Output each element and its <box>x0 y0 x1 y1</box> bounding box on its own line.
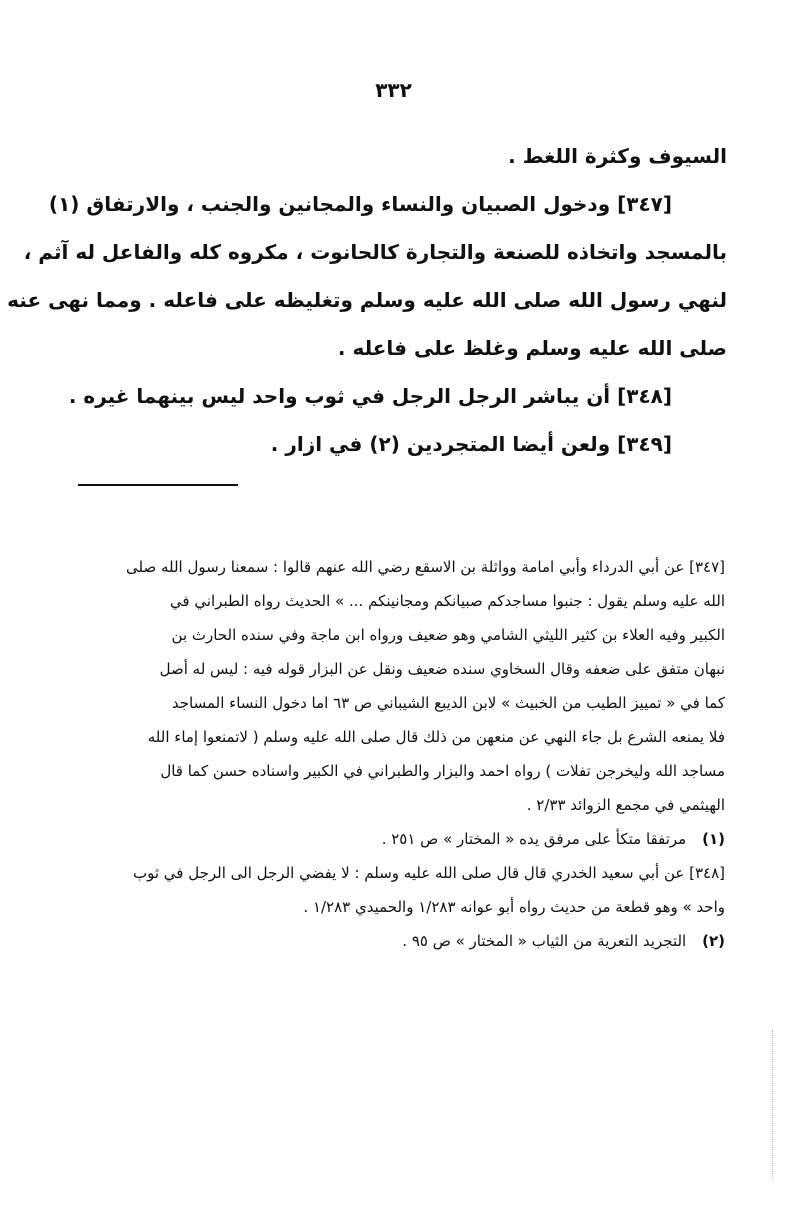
main-line: بالمسجد واتخاذه للصنعة والتجارة كالحانوت ، مكروه كله والفاعل له آثم ، <box>23 240 727 264</box>
note-347-line: فلا يمنعه الشرع بل جاء النهي عن منعهن من ذلك قال صلى الله عليه وسلم ( لاتمنعوا إماء الله <box>147 728 725 746</box>
footnote-2-text: التجريد التعرية من الثياب « المختار » ص ٩٥ . <box>402 932 687 950</box>
main-line: [٣٤٧] ودخول الصبيان والنساء والمجانين والجنب ، والارتفاق (١) <box>48 192 672 216</box>
footnote-2 <box>57 924 725 958</box>
note-347-line: مساجد الله وليخرجن تفلات ) رواه احمد والبزار والطبراني في الكبير واسناده حسن كما قال <box>160 762 725 780</box>
note-347-line: كما في « تمييز الطيب من الخبيث » لابن الديبع الشيباني ص ٦٣ اما دخول النساء المساجد <box>171 694 725 712</box>
page-number: ٣٣٢ <box>375 78 412 102</box>
note-348-line: واحد » وهو قطعة من حديث رواه أبو عوانه ١/٢٨٣ والحميدي ١/٢٨٣ . <box>303 898 725 916</box>
footnote-separator <box>78 484 238 486</box>
main-line: [٣٤٨] أن يباشر الرجل الرجل في ثوب واحد ليس بينهما غيره . <box>68 384 672 408</box>
note-347-line: الهيثمي في مجمع الزوائد ٢/٣٣ . <box>526 796 725 814</box>
note-347-line: الكبير وفيه العلاء بن كثير الليثي الشامي وهو ضعيف ورواه ابن ماجة وفي سنده الحارث بن <box>171 626 725 644</box>
note-347-line: [٣٤٧] عن أبي الدرداء وأبي امامة وواثلة بن الاسقع رضي الله عنهم قالوا : سمعنا رسول الله صلى <box>125 558 725 576</box>
main-line: السيوف وكثرة اللغط . <box>508 144 727 168</box>
scan-edge-mark <box>772 1030 773 1180</box>
footnote-2-number: (٢) <box>702 932 725 950</box>
main-line: [٣٤٩] ولعن أيضا المتجردين (٢) في ازار . <box>270 432 672 456</box>
note-347-line: الله عليه وسلم يقول : جنبوا مساجدكم صبيانكم ومجانينكم ... » الحديث رواه الطبراني في <box>169 592 725 610</box>
footnote-1 <box>57 822 725 856</box>
note-347-line: نبهان متفق على ضعفه وقال السخاوي سنده ضعيف ونقل عن البزار قوله فيه : ليس له أصل <box>159 660 725 678</box>
footnotes <box>57 550 725 958</box>
note-348-line: [٣٤٨] عن أبي سعيد الخدري قال قال صلى الله عليه وسلم : لا يفضي الرجل الى الرجل في ثوب <box>132 864 725 882</box>
footnote-1-number: (١) <box>702 830 725 848</box>
main-text <box>7 132 727 468</box>
main-line: لنهي رسول الله صلى الله عليه وسلم وتغليظه على فاعله . ومما نهى عنه <box>7 288 727 312</box>
footnote-1-text: مرتفقا متكأ على مرفق يده « المختار » ص ٢٥١ . <box>381 830 687 848</box>
main-line: صلى الله عليه وسلم وغلظ على فاعله . <box>337 336 727 360</box>
